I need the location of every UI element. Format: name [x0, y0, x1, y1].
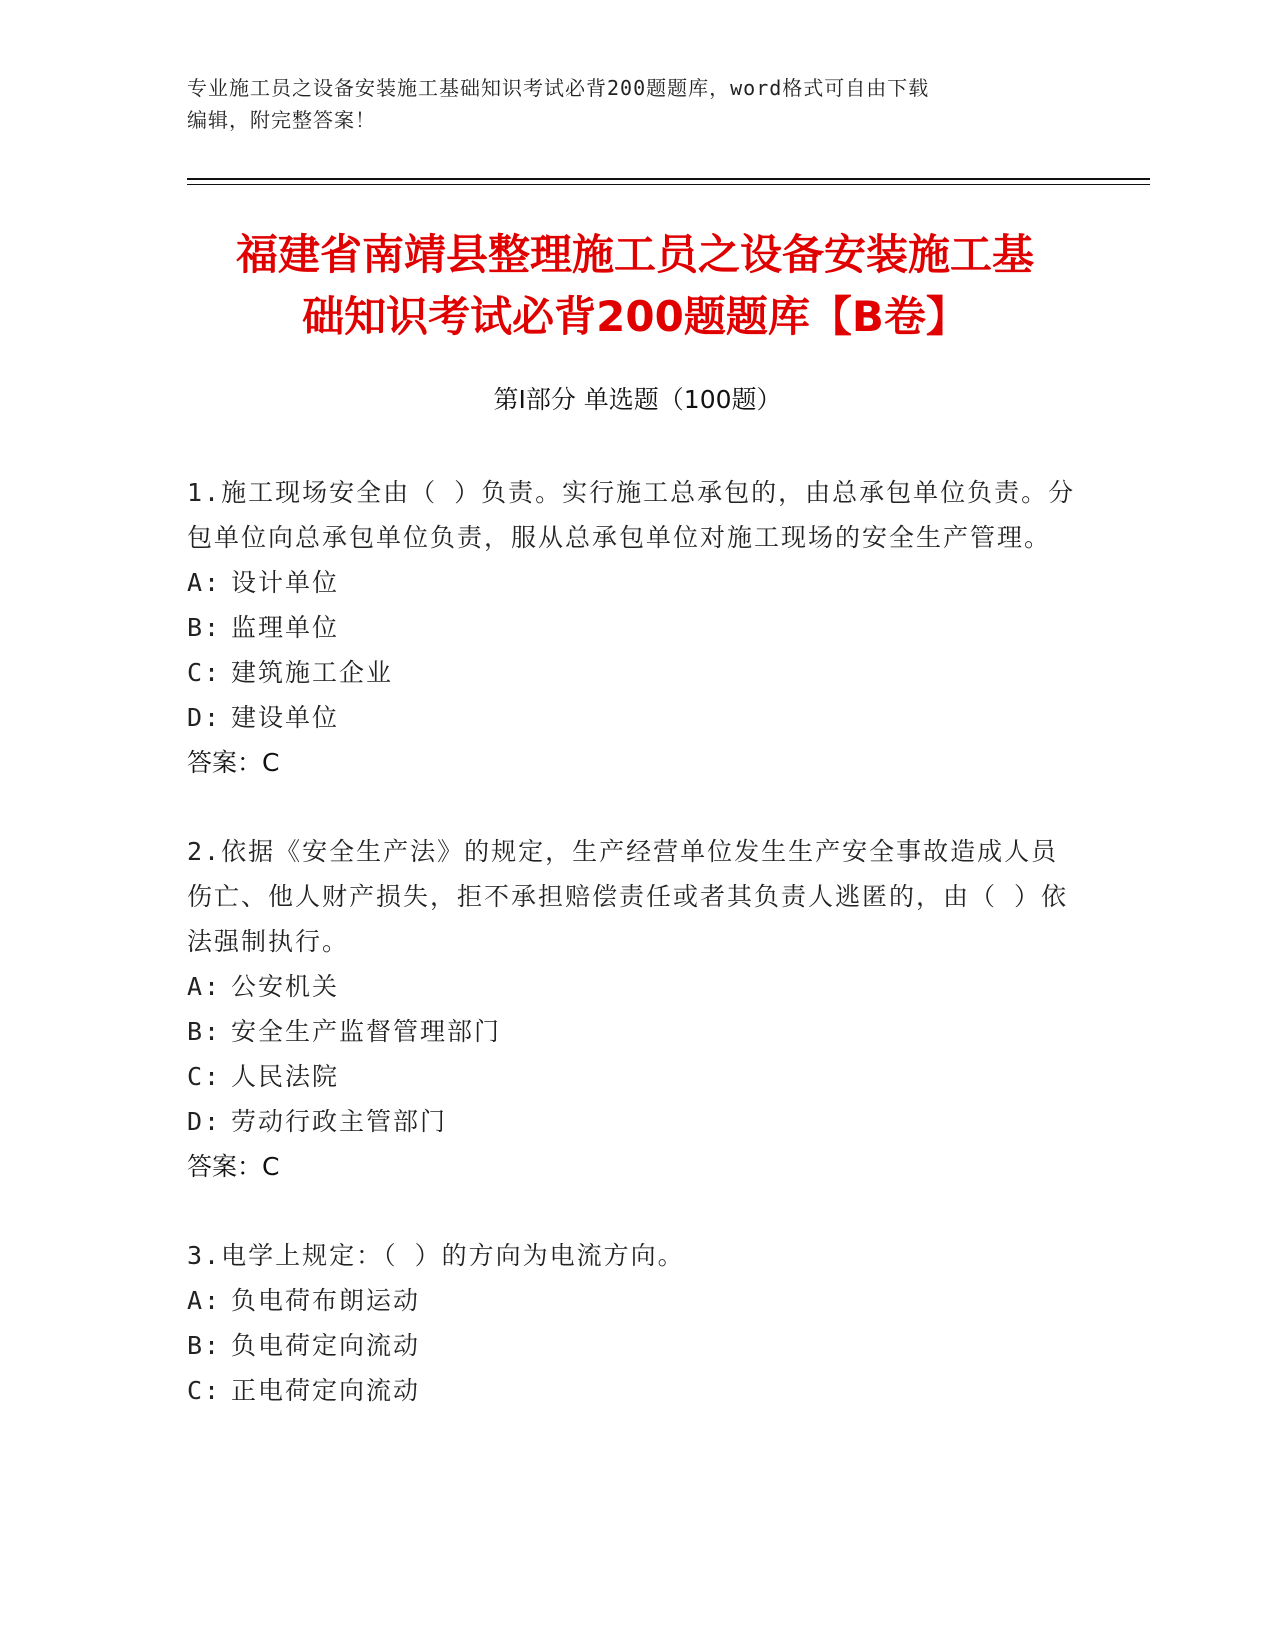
option-text: 负电荷定向流动: [231, 1331, 421, 1360]
document-title-line-1: 福建省南靖县整理施工员之设备安装施工基: [235, 230, 1034, 279]
option-c: [187, 650, 1077, 695]
option-key: B:: [187, 1331, 222, 1360]
option-key: D:: [187, 703, 222, 732]
header-note: [187, 72, 1087, 136]
option-text: 负电荷布朗运动: [231, 1286, 421, 1315]
header-rule-thick: [187, 178, 1150, 180]
option-key: C:: [187, 1376, 222, 1405]
question-stem: 2.依据《安全生产法》的规定，生产经营单位发生生产安全事故造成人员伤亡、他人财产损失，拒不承担赔偿责任或者其负责人逃匿的，由（ ）依法强制执行。: [187, 837, 1069, 956]
question-stem: 3.电学上规定：（ ）的方向为电流方向。: [187, 1241, 685, 1270]
option-a: [187, 560, 1077, 605]
option-d: [187, 1099, 1077, 1144]
option-text: 人民法院: [231, 1062, 340, 1091]
option-key: B:: [187, 613, 222, 642]
question-spacer: [187, 785, 1077, 829]
option-text: 建筑施工企业: [231, 658, 394, 687]
header-note-line-1: 专业施工员之设备安装施工基础知识考试必背200题题库，word格式可自由下载: [187, 76, 930, 100]
option-text: 公安机关: [231, 972, 340, 1001]
option-key: D:: [187, 1107, 222, 1136]
header-note-line-2: 编辑，附完整答案！: [187, 108, 376, 132]
option-text: 正电荷定向流动: [231, 1376, 421, 1405]
document-title-line-2: 础知识考试必背200题题库【B卷】: [302, 292, 968, 341]
option-key: C:: [187, 658, 222, 687]
question-2: [187, 829, 1077, 1189]
option-text: 劳动行政主管部门: [231, 1107, 448, 1136]
question-spacer: [187, 1189, 1077, 1233]
option-text: 监理单位: [231, 613, 340, 642]
option-c: [187, 1368, 1077, 1413]
question-1: [187, 470, 1077, 785]
option-text: 设计单位: [231, 568, 340, 597]
question-list: [187, 470, 1077, 1413]
option-b: [187, 1009, 1077, 1054]
section-heading: 第Ⅰ部分 单选题（100题）: [493, 385, 782, 414]
question-stem: 1.施工现场安全由（ ）负责。实行施工总承包的，由总承包单位负责。分包单位向总承包单位负责，服从总承包单位对施工现场的安全生产管理。: [187, 478, 1076, 552]
option-key: A:: [187, 972, 222, 1001]
option-b: [187, 1323, 1077, 1368]
option-text: 安全生产监督管理部门: [231, 1017, 502, 1046]
option-d: [187, 695, 1077, 740]
document-title: [140, 224, 1130, 348]
question-3: [187, 1233, 1077, 1413]
option-b: [187, 605, 1077, 650]
option-key: C:: [187, 1062, 222, 1091]
option-a: [187, 964, 1077, 1009]
option-text: 建设单位: [231, 703, 340, 732]
answer: 答案：C: [187, 748, 280, 777]
answer: 答案：C: [187, 1152, 280, 1181]
option-c: [187, 1054, 1077, 1099]
option-key: A:: [187, 1286, 222, 1315]
header-rule-thin: [187, 184, 1150, 185]
option-key: A:: [187, 568, 222, 597]
option-a: [187, 1278, 1077, 1323]
option-key: B:: [187, 1017, 222, 1046]
